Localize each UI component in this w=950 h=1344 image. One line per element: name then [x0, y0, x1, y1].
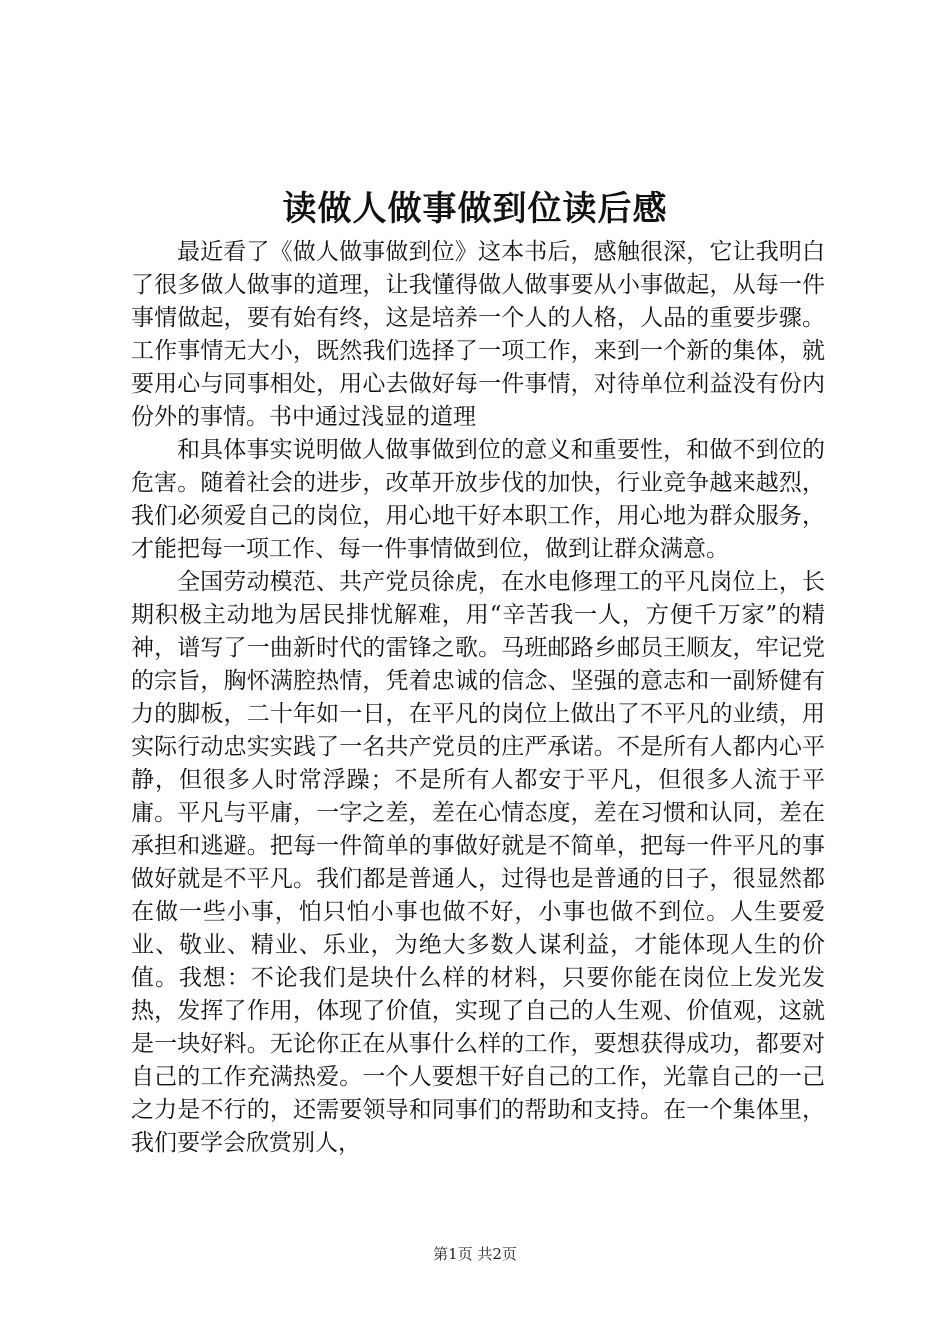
paragraph-2: 和具体事实说明做人做事做到位的意义和重要性，和做不到位的危害。随着社会的进步，改革开放步伐的加快，行业竞争越来越烈，我们必须爱自己的岗位，用心地干好本职工作，用心地为群众服务，才能把每一项工作、每一件事情做到位，做到让群众满意。 — [131, 437, 825, 562]
paragraph-1: 最近看了《做人做事做到位》这本书后，感触很深，它让我明白了很多做人做事的道理，让我懂得做人做事要从小事做起，从每一件事情做起，要有始有终，这是培养一个人的人格，人品的重要步骤。工作事情无大小，既然我们选择了一项工作，来到一个新的集体，就要用心与同事相处，用心去做好每一件事情，对待单位利益没有份内份外的事情。书中通过浅显的道理 — [131, 239, 825, 430]
document-body — [131, 236, 825, 1160]
document-title: 读做人做事做到位读后感 — [282, 189, 668, 229]
paragraph-3: 全国劳动模范、共产党员徐虎，在水电修理工的平凡岗位上，长期积极主动地为居民排忧解难，用“辛苦我一人，方便千万家”的精神，谱写了一曲新时代的雷锋之歌。马班邮路乡邮员王顺友，牢记党的宗旨，胸怀满腔热情，凭着忠诚的信念、坚强的意志和一副矫健有力的脚板，二十年如一日，在平凡的岗位上做出了不平凡的业绩，用实际行动忠实实践了一名共产党员的庄严承诺。不是所有人都内心平静，但很多人时常浮躁；不是所有人都安于平凡，但很多人流于平庸。平凡与平庸，一字之差，差在心情态度，差在习惯和认同，差在承担和逃避。把每一件简单的事做好就是不简单，把每一件平凡的事做好就是不平凡。我们都是普通人，过得也是普通的日子，很显然都在做一些小事，怕只怕小事也做不好，小事也做不到位。人生要爱业、敬业、精业、乐业，为绝大多数人谋利益，才能体现人生的价值。我想：不论我们是块什么样的材料，只要你能在岗位上发光发热，发挥了作用，体现了价值，实现了自己的人生观、价值观，这就是一块好料。无论你正在从事什么样的工作，要想获得成功，都要对自己的工作充满热爱。一个人要想干好自己的工作，光靠自己的一己之力是不行的，还需要领导和同事们的帮助和支持。在一个集体里，我们要学会欣赏别人， — [131, 569, 825, 1156]
page-footer: 第1页 共2页 — [433, 1245, 517, 1263]
